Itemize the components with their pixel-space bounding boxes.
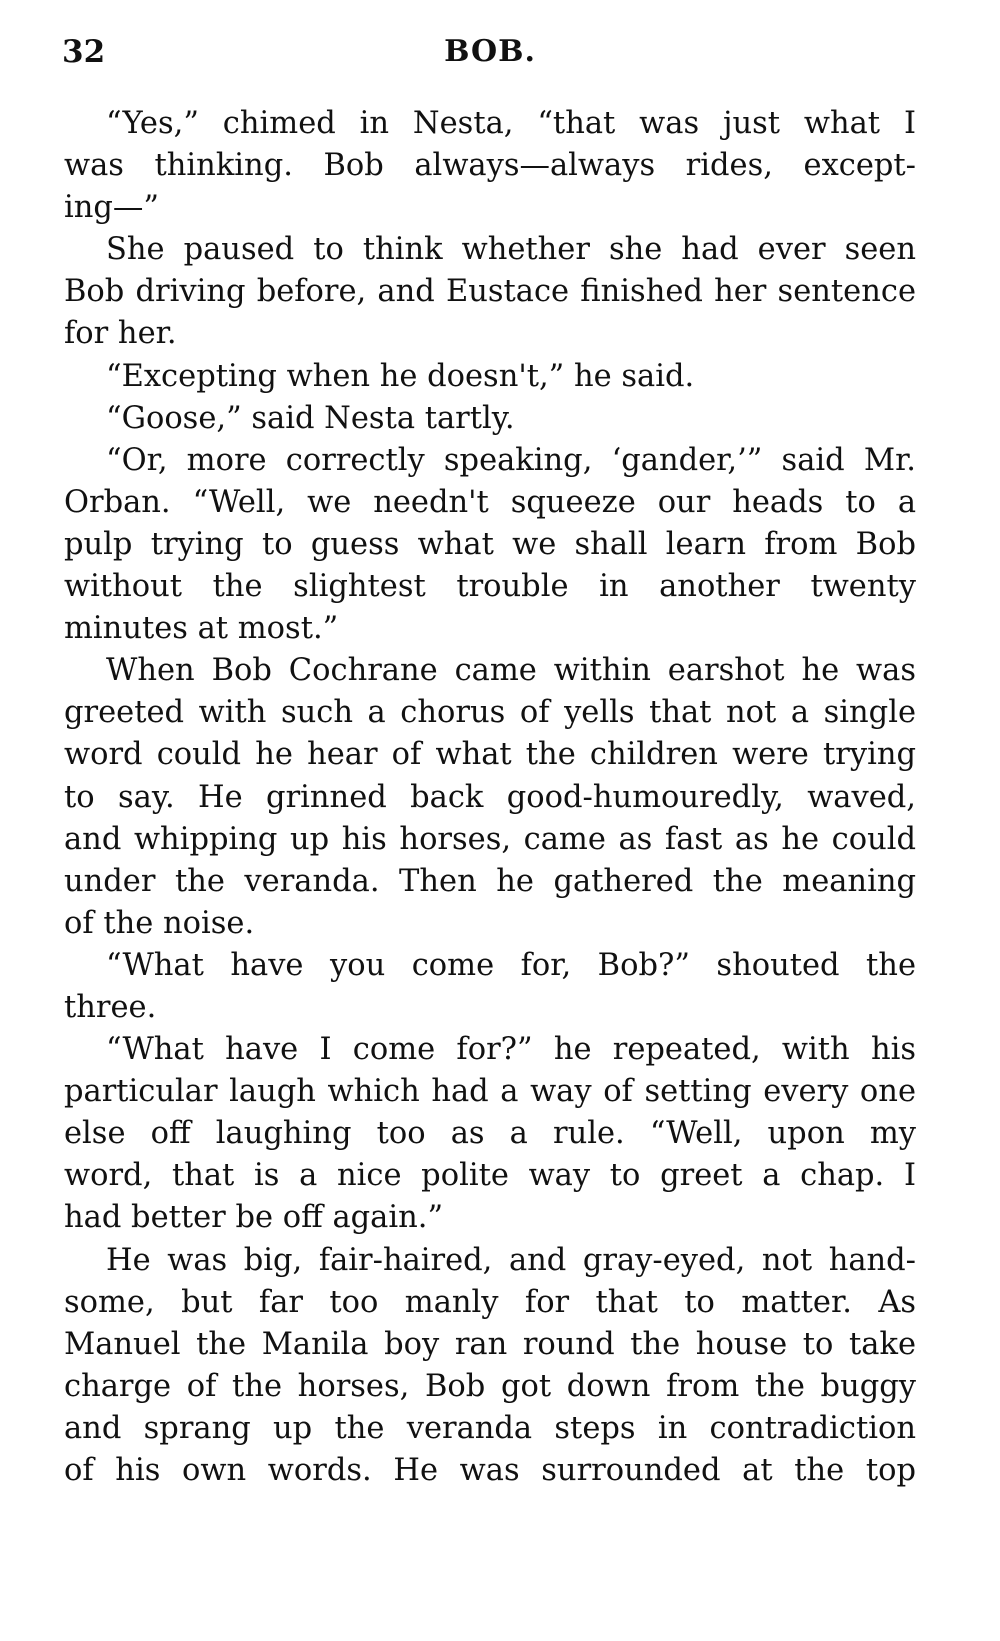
text-line: “What have you come for, Bob?” shouted the [106,947,916,983]
text-line: “Or, more correctly speaking, ‘gander,’” said Mr. [106,442,916,478]
text-line: He was big, fair-haired, and gray-eyed, not hand- [106,1242,916,1278]
text-line: When Bob Cochrane came within earshot he was [106,653,916,689]
text-line: charge of the horses, Bob got down from the buggy [64,1368,916,1404]
text-line: She paused to think whether she had ever seen [106,232,916,268]
text-line: else off laughing too as a rule. “Well, upon my [64,1116,916,1152]
text-line: some, but far too manly for that to matter. As [64,1284,916,1320]
text-line: particular laugh which had a way of setting every one [64,1074,916,1110]
book-page [64,0,916,1641]
running-head: BOB. [444,34,536,69]
page-number: 32 [62,34,106,70]
text-line: of his own words. He was surrounded at the top [64,1453,916,1488]
text-line: “Excepting when he doesn't,” he said. [106,358,695,394]
text-line: was thinking. Bob always—always rides, except- [64,148,916,184]
page-header [64,30,916,74]
text-line: “Goose,” said Nesta tartly. [106,400,515,436]
text-line: without the slightest trouble in another twenty [64,569,916,605]
text-line: minutes at most.” [64,611,339,647]
text-line: of the noise. [64,905,255,941]
text-line: had better be off again.” [64,1200,444,1236]
text-line: pulp trying to guess what we shall learn from Bob [64,526,916,562]
text-line: for her. [64,316,177,352]
text-line: “What have I come for?” he repeated, with his [106,1032,916,1068]
body-text [64,103,916,1492]
text-line: and whipping up his horses, came as fast as he could [64,821,916,857]
text-line: greeted with such a chorus of yells that not a single [64,695,916,731]
text-line: under the veranda. Then he gathered the meaning [64,863,916,899]
text-line: and sprang up the veranda steps in contradiction [64,1410,916,1446]
text-line: to say. He grinned back good-humouredly, waved, [64,779,916,815]
text-line: word could he hear of what the children were trying [64,737,916,773]
text-line: Orban. “Well, we needn't squeeze our heads to a [64,484,916,520]
text-line: word, that is a nice polite way to greet a chap. I [64,1158,916,1194]
text-line: Manuel the Manila boy ran round the house to take [64,1326,916,1362]
text-line: ing—” [64,190,160,226]
text-line: three. [64,989,157,1025]
text-line: “Yes,” chimed in Nesta, “that was just what I [106,106,916,141]
text-line: Bob driving before, and Eustace finished her sentence [64,274,916,310]
